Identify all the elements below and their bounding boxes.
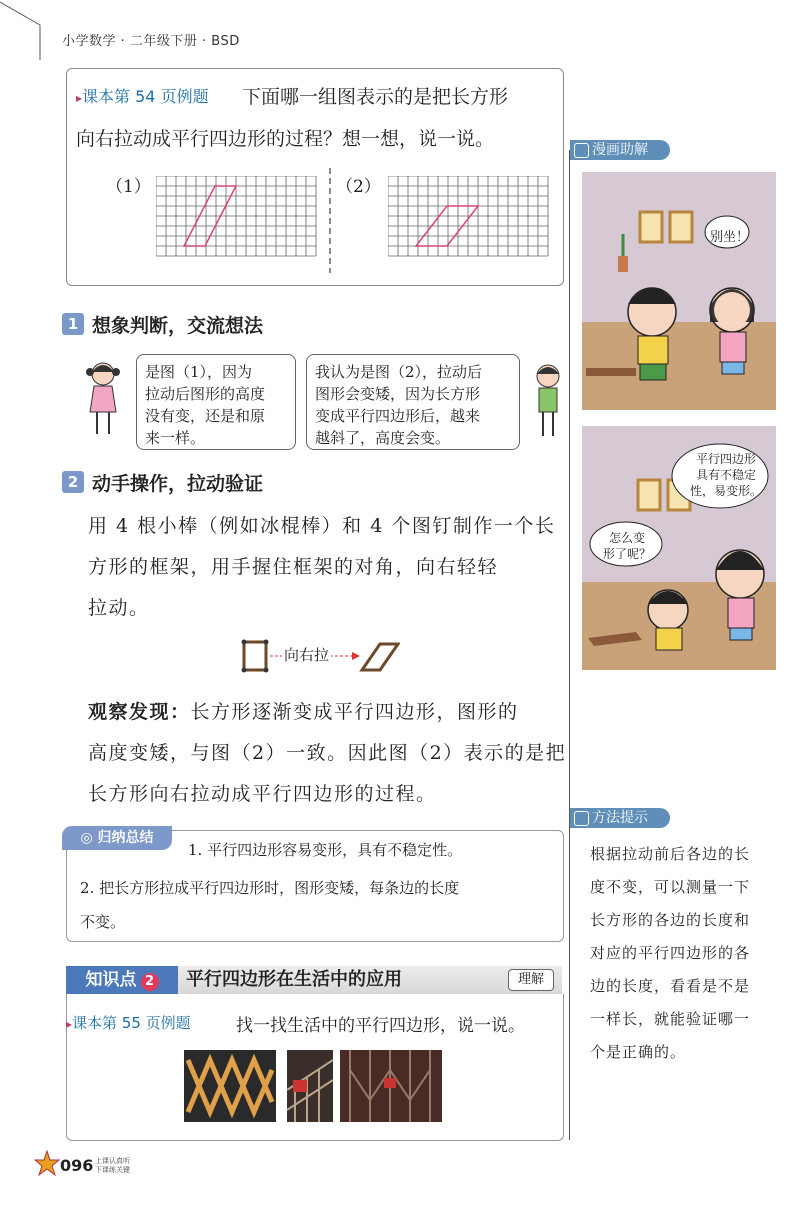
footer-slogan (95, 1157, 130, 1175)
slogan-line: 上课认真听 (95, 1157, 130, 1165)
para-line: 方形的框架，用手握住框架的对角，向右轻轻 (88, 556, 499, 578)
slogan-line: 下课练关键 (95, 1166, 130, 1174)
section1-title: 想象判断，交流想法 (92, 315, 264, 337)
bubble-line: 怎么变 (609, 531, 646, 545)
knowledge-point-label: 知识点 (85, 970, 137, 990)
bubble-line: 性，易变形。 (690, 484, 763, 498)
summary-line1: 1. 平行四边形容易变形，具有不稳定性。 (188, 841, 463, 859)
summary-line2b: 不变。 (80, 913, 126, 931)
grid1-figure (156, 176, 318, 258)
triangle-bullet-icon: ▸ (66, 1017, 73, 1031)
photo-expanding-gate (184, 1050, 276, 1122)
bubble-line: 形了呢？ (603, 547, 652, 561)
girl-line: 是图（1），因为 (145, 363, 253, 381)
example1-question-line2: 向右拉动成平行四边形的过程？想一想，说一说。 (76, 128, 495, 150)
tips-line: 对应的平行四边形的各 (590, 944, 751, 962)
summary-line2a: 2. 把长方形拉成平行四边形时，图形变矮，每条边的长度 (80, 879, 460, 897)
tips-paragraph (590, 838, 780, 1069)
observe-line: 高度变矮，与图（2）一致。因此图（2）表示的是把 (88, 742, 567, 764)
boy-line: 我认为是图（2），拉动后 (315, 363, 483, 381)
level-badge: 理解 (508, 969, 554, 991)
observe-paragraph (88, 692, 566, 815)
example1-tag (76, 84, 209, 107)
tips-line: 度不变，可以测量一下 (590, 878, 751, 896)
knowledge-point-title: 平行四边形在生活中的应用 (186, 969, 402, 990)
section1-number: 1 (62, 313, 84, 335)
grid2-figure (388, 176, 550, 258)
page-number: 096 (60, 1156, 94, 1175)
tips-line: 一样长，就能验证哪一 (590, 1010, 751, 1028)
observe-line: 长方形向右拉动成平行四边形的过程。 (88, 783, 437, 805)
tips-tag-label: 方法提示 (592, 810, 648, 826)
example1-tag-label: 课本第 54 页例题 (82, 87, 209, 106)
boy-line: 越斜了，高度会变。 (315, 429, 451, 447)
tips-line: 长方形的各边的长度和 (590, 911, 751, 929)
girl-line: 来一样。 (145, 429, 206, 447)
boy-line: 变成平行四边形后，越来 (315, 407, 481, 425)
comic-tag (570, 140, 670, 160)
knowledge-point-tag (66, 966, 178, 994)
panel2-bubble-girl (690, 451, 762, 499)
panel1-bubble-text: 别坐！ (710, 230, 750, 245)
boy-line: 图形会变矮，因为长方形 (315, 385, 481, 403)
observe-line: 长方形逐渐变成平行四边形，图形的 (190, 701, 519, 723)
panel2-bubble-boy (603, 530, 651, 562)
tips-line: 个是正确的。 (590, 1043, 687, 1061)
example2-tag-label: 课本第 55 页例题 (72, 1014, 191, 1032)
example2-tag (66, 1012, 191, 1033)
boy-speech-bubble (306, 354, 520, 450)
triangle-bullet-icon: ▸ (76, 91, 83, 105)
photo-stair-railing (287, 1050, 333, 1122)
girl-line: 拉动后图形的高度 (145, 385, 266, 403)
knowledge-point-number: 2 (141, 973, 159, 991)
para-line: 用 4 根小棒（例如冰棍棒）和 4 个图钉制作一个长 (88, 515, 556, 537)
book-icon (574, 811, 589, 826)
tips-line: 边的长度，看看是不是 (590, 977, 751, 995)
bubble-line: 平行四边形 (696, 452, 757, 466)
column-divider (569, 150, 570, 1140)
section2-title: 动手操作，拉动验证 (92, 473, 264, 495)
para-line: 拉动。 (88, 597, 150, 619)
tips-tag (570, 808, 670, 828)
book-icon (574, 143, 589, 158)
summary-tag-label: 归纳总结 (97, 830, 154, 846)
comic-panel-1 (582, 172, 776, 410)
pull-arrow-label: 向右拉 (284, 646, 330, 664)
dashed-separator (328, 168, 332, 273)
section2-number: 2 (62, 471, 84, 493)
photo-folding-door (340, 1050, 442, 1122)
star-mascot-icon (34, 1150, 60, 1176)
example2-question: 找一找生活中的平行四边形，说一说。 (236, 1016, 525, 1036)
observe-label: 观察发现： (88, 701, 191, 723)
girl-figure (80, 360, 126, 440)
tips-line: 根据拉动前后各边的长 (590, 845, 751, 863)
example1-question-line1: 下面哪一组图表示的是把长方形 (242, 86, 509, 108)
grid1-label: （1） (106, 177, 151, 197)
girl-speech-bubble (136, 354, 296, 450)
comic-tag-label: 漫画助解 (592, 142, 648, 158)
summary-icon: ◎ (80, 830, 98, 846)
page-corner-decoration (0, 0, 60, 60)
book-title: 小学数学 · 二年级下册 · BSD (62, 34, 240, 49)
section2-paragraph (88, 506, 555, 629)
summary-tag (62, 826, 172, 850)
grid2-label: （2） (336, 177, 381, 197)
bubble-line: 具有不稳定 (696, 468, 757, 482)
girl-line: 没有变，还是和原 (145, 407, 266, 425)
boy-figure (528, 362, 568, 442)
